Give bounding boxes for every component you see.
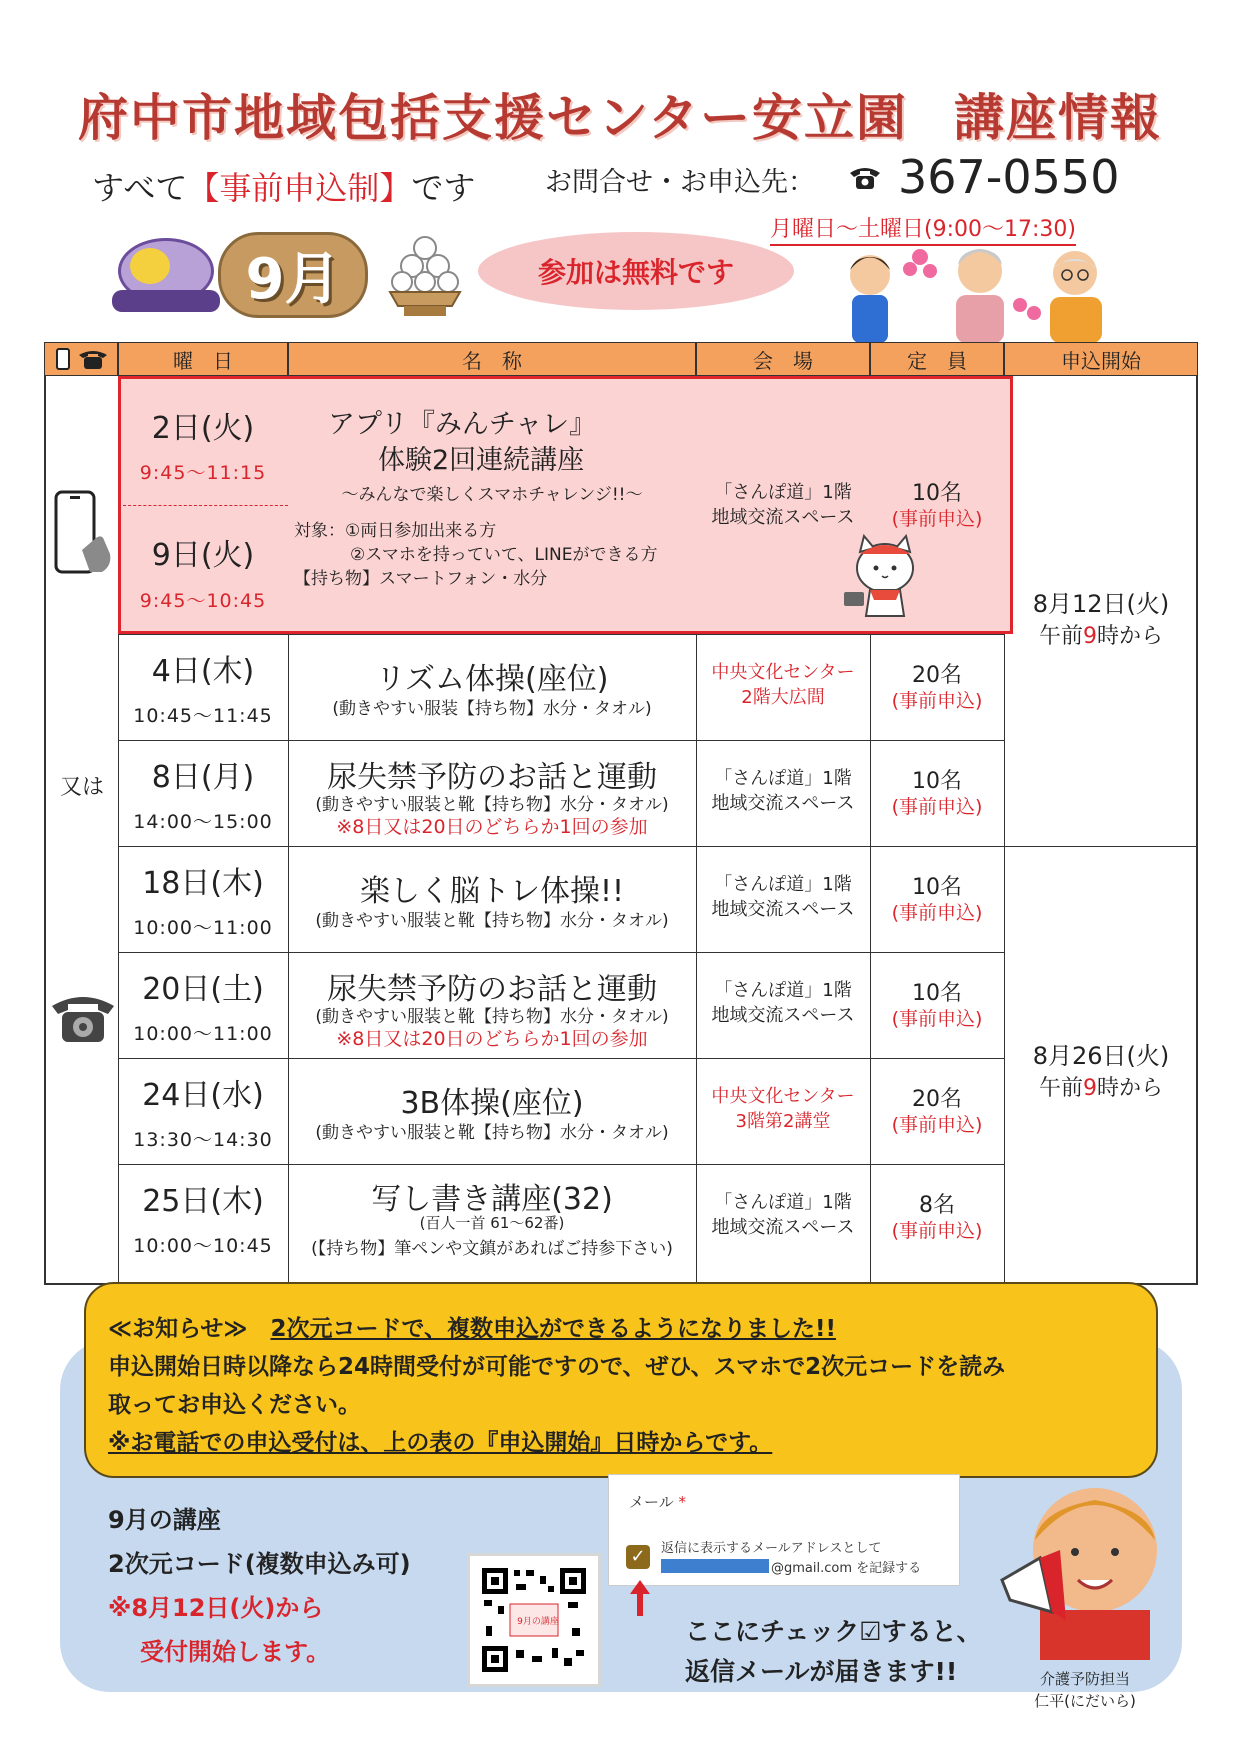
telephone-icon [50, 992, 116, 1046]
venue-brain-line1: 「さんぽ道」1階 [714, 874, 852, 895]
course-name-3b: 3B体操(座位) [400, 1086, 584, 1121]
header-capacity: 定 員 [870, 342, 1004, 376]
prereg-prefix: すべて [92, 169, 188, 207]
capacity-rhythm: 20名 [912, 663, 962, 688]
venue-urine-20-line2: 地域交流スペース [711, 1005, 855, 1026]
email-form-preview [608, 1474, 960, 1586]
time-8: 14:00〜15:00 [133, 811, 273, 833]
capacity-urine-8: 10名 [912, 769, 962, 794]
course-note-urine-8: (動きやすい服装と靴【持ち物】水分・タオル) [315, 795, 669, 815]
venue-rhythm-line1: 中央文化センター [711, 662, 855, 683]
prereg-highlight: 【事前申込制】 [187, 169, 412, 207]
course-note-rhythm: (動きやすい服装【持ち物】水分・タオル) [332, 699, 652, 719]
course-note-brain: (動きやすい服装と靴【持ち物】水分・タオル) [315, 911, 669, 931]
application-start-1 [1004, 584, 1198, 650]
course-note-copy-1: (百人一首 61〜62番) [419, 1214, 565, 1232]
course-name-brain: 楽しく脳トレ体操!! [359, 874, 625, 909]
start-2-time-am: 午前 [1038, 1076, 1083, 1101]
staff-name: 仁平(にだいら) [1034, 1692, 1136, 1710]
notice-headline [108, 1310, 836, 1343]
capacity-3b: 20名 [912, 1087, 962, 1112]
day-25: 25日(木) [142, 1184, 264, 1219]
header-name: 名 称 [288, 342, 696, 376]
qr-start-note: 受付開始します。 [140, 1638, 331, 1666]
dango-icon [380, 232, 470, 318]
cat-mascot-icon [830, 528, 940, 628]
start-1-time-am: 午前 [1038, 624, 1083, 649]
course-target-2: ②スマホを持っていて、LINEができる方 [350, 545, 658, 565]
venue-brain [696, 872, 870, 922]
or-label: 又は [59, 775, 104, 800]
course-note-3b: (動きやすい服装と靴【持ち物】水分・タオル) [315, 1123, 669, 1143]
day-8: 8日(月) [151, 760, 255, 795]
mail-label [629, 1491, 686, 1512]
venue-urine-8 [696, 766, 870, 816]
month-badge: 9月 [218, 232, 368, 318]
prereg-notice [92, 163, 475, 209]
venue-app-line2: 地域交流スペース [711, 507, 855, 528]
time-18: 10:00〜11:00 [133, 917, 273, 939]
course-note-urine-20: (動きやすい服装と靴【持ち物】水分・タオル) [315, 1007, 669, 1027]
smartphone-phone-icon [53, 347, 109, 371]
day-20: 20日(土) [142, 972, 264, 1007]
course-name-urine-8: 尿失禁予防のお話と運動 [327, 760, 657, 795]
qr-code[interactable] [467, 1553, 601, 1687]
reply-text: 返信に表示するメールアドレスとして [661, 1541, 882, 1556]
venue-urine-8-line1: 「さんぽ道」1階 [714, 768, 852, 789]
gmail-text: @gmail.com を記録する [771, 1561, 922, 1576]
time-4: 10:45〜11:45 [133, 705, 273, 727]
venue-rhythm [696, 660, 870, 710]
check-note-2: 返信メールが届きます!! [685, 1657, 958, 1686]
grid-line [118, 846, 1198, 847]
day-18: 18日(木) [142, 866, 264, 901]
time-25: 10:00〜10:45 [133, 1235, 273, 1257]
day-24: 24日(水) [142, 1078, 264, 1113]
prereg-suffix: です [411, 169, 476, 207]
business-hours: 月曜日〜土曜日(9:00〜17:30) [770, 212, 1076, 246]
qr-subtitle: 2次元コード(複数申込み可) [108, 1550, 411, 1578]
grid-line [118, 1164, 1004, 1165]
capacity-app: 10名 [912, 481, 962, 506]
course-note-copy-2: (【持ち物】筆ペンや文鎮があればご持参下さい) [311, 1239, 673, 1259]
qr-title: 9月の講座 [108, 1506, 221, 1534]
grid-line [118, 1058, 1004, 1059]
contact-label: お問合せ・お申込先： [545, 167, 815, 198]
venue-rhythm-line2: 2階大広間 [741, 687, 825, 708]
day-4: 4日(木) [151, 654, 255, 689]
start-2-time [1004, 1071, 1198, 1102]
capacity-brain: 10名 [912, 875, 962, 900]
course-name-app-line1: アプリ『みんチャレ』 [328, 409, 597, 440]
capacity-note-urine-8: (事前申込) [891, 796, 983, 818]
staff-photo [1000, 1480, 1170, 1660]
notice-line-2: 申込開始日時以降なら24時間受付が可能ですので、ぜひ、スマホで2次元コードを読み [108, 1354, 1006, 1380]
venue-brain-line2: 地域交流スペース [711, 899, 855, 920]
notice-line-4: ※お電話での申込受付は、上の表の『申込開始』日時からです。 [108, 1430, 773, 1456]
course-name-rhythm: リズム体操(座位) [375, 662, 609, 697]
day-divider [118, 505, 288, 506]
time-2: 9:45〜11:15 [139, 462, 267, 484]
course-warning-urine-8: ※8日又は20日のどちらか1回の参加 [336, 816, 648, 838]
course-items-app: 【持ち物】スマートフォン・水分 [294, 569, 548, 589]
page-title [0, 78, 1240, 150]
people-illustration [830, 235, 1130, 343]
check-note-1: ここにチェック☑すると、 [685, 1617, 982, 1646]
day-2: 2日(火) [151, 411, 255, 446]
record-email-checkbox[interactable]: ✓ [626, 1545, 650, 1569]
venue-3b-line1: 中央文化センター [711, 1086, 855, 1107]
course-subtitle-app: 〜みんなで楽しくスマホチャレンジ!!〜 [341, 485, 643, 505]
notice-headline-text: 2次元コードで、複数申込ができるようになりました!! [270, 1316, 836, 1342]
header-venue: 会 場 [696, 342, 870, 376]
title-course-info: 講座情報 [954, 89, 1162, 147]
grid-line [118, 740, 1004, 741]
course-warning-urine-20: ※8日又は20日のどちらか1回の参加 [336, 1028, 648, 1050]
application-start-2 [1004, 1036, 1198, 1102]
start-1-time [1004, 619, 1198, 650]
start-2-date: 8月26日(火) [1032, 1042, 1170, 1070]
venue-copy [696, 1190, 870, 1240]
capacity-note-3b: (事前申込) [891, 1114, 983, 1136]
arrow-up-icon [628, 1578, 652, 1618]
phone-number[interactable]: 367-0550 [898, 150, 1120, 204]
venue-copy-line2: 地域交流スペース [711, 1217, 855, 1238]
capacity-note-urine-20: (事前申込) [891, 1008, 983, 1030]
capacity-copy: 8名 [919, 1193, 955, 1218]
capacity-note-brain: (事前申込) [891, 902, 983, 924]
venue-urine-20-line1: 「さんぽ道」1階 [714, 980, 852, 1001]
title-center-name: 府中市地域包括支援センター安立園 [78, 89, 908, 147]
notice-label: ≪お知らせ≫ [108, 1316, 248, 1342]
start-1-time-from: 時から [1097, 624, 1164, 649]
venue-urine-8-line2: 地域交流スペース [711, 793, 855, 814]
smartphone-icon [52, 490, 118, 580]
venue-3b [696, 1084, 870, 1134]
start-2-time-hour: 9 [1083, 1076, 1097, 1101]
start-1-time-hour: 9 [1083, 624, 1097, 649]
venue-3b-line2: 3階第2講堂 [735, 1111, 831, 1132]
grid-line [118, 952, 1004, 953]
venue-app-line1: 「さんぽ道」1階 [714, 482, 852, 503]
mail-label-text: メール [629, 1493, 674, 1511]
start-1-date: 8月12日(火) [1032, 590, 1170, 618]
staff-role: 介護予防担当 [1039, 1670, 1130, 1688]
grass-icon [112, 290, 220, 312]
course-name-app-line2: 体験2回連続講座 [378, 445, 585, 476]
free-participation-badge: 参加は無料です [478, 232, 794, 310]
course-name-copy: 写し書き講座(32) [371, 1182, 613, 1217]
grid-line [118, 634, 1004, 635]
course-target-1: 対象：①両日参加出来る方 [294, 521, 497, 541]
time-20: 10:00〜11:00 [133, 1023, 273, 1045]
start-2-time-from: 時から [1097, 1076, 1164, 1101]
capacity-note-app: (事前申込) [891, 508, 983, 530]
course-name-urine-20: 尿失禁予防のお話と運動 [327, 972, 657, 1007]
required-mark: * [678, 1493, 686, 1511]
qr-start-date: ※8月12日(火)から [108, 1594, 324, 1622]
header-method [44, 342, 118, 376]
venue-app [696, 480, 870, 530]
venue-copy-line1: 「さんぽ道」1階 [714, 1192, 852, 1213]
time-9: 9:45〜10:45 [139, 590, 267, 612]
header-day: 曜 日 [118, 342, 288, 376]
day-9: 9日(火) [151, 538, 255, 573]
qr-code-label: 9月の講座 [517, 1617, 559, 1627]
capacity-note-rhythm: (事前申込) [891, 690, 983, 712]
capacity-urine-20: 10名 [912, 981, 962, 1006]
moon-core [130, 248, 170, 284]
venue-urine-20 [696, 978, 870, 1028]
capacity-note-copy: (事前申込) [891, 1220, 983, 1242]
phone-icon [848, 165, 882, 191]
header-start: 申込開始 [1004, 342, 1198, 376]
time-24: 13:30〜14:30 [133, 1129, 273, 1151]
notice-line-3: 取ってお申込ください。 [108, 1392, 361, 1418]
email-redacted [661, 1559, 769, 1573]
